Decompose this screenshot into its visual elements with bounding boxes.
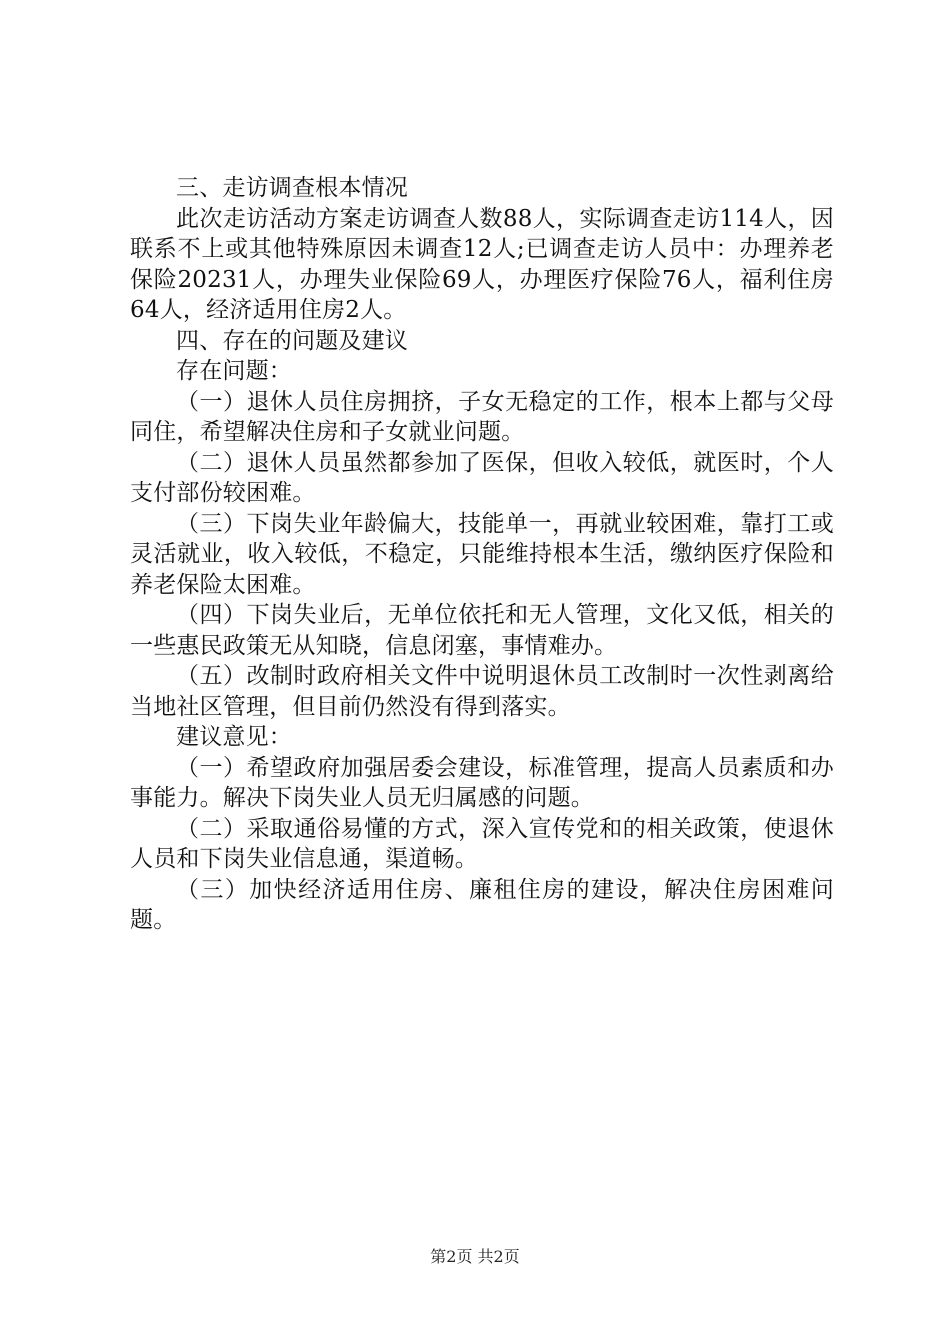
problem-item-3: （三）下岗失业年龄偏大，技能单一，再就业较困难，靠打工或灵活就业，收入较低，不稳定，只能维持根本生活，缴纳医疗保险和养老保险太困难。 xyxy=(130,510,834,598)
suggestion-item-1: （一）希望政府加强居委会建设，标准管理，提高人员素质和办事能力。解决下岗失业人员无归属感的问题。 xyxy=(130,754,834,811)
problem-item-5: （五）改制时政府相关文件中说明退休员工改制时一次性剥离给当地社区管理，但目前仍然没有得到落实。 xyxy=(130,663,834,720)
suggestions-heading: 建议意见： xyxy=(176,724,292,750)
section-heading-4: 四、存在的问题及建议 xyxy=(176,327,408,354)
page-number-footer: 第2页 共2页 xyxy=(430,1247,520,1266)
problem-item-2: （二）退休人员虽然都参加了医保，但收入较低，就医时，个人支付部份较困难。 xyxy=(130,449,834,506)
problem-item-4: （四）下岗失业后，无单位依托和无人管理，文化又低，相关的一些惠民政策无从知晓，信息闭塞，事情难办。 xyxy=(130,602,834,659)
survey-summary-paragraph: 此次走访活动方案走访调查人数88人，实际调查走访114人，因联系不上或其他特殊原因未调查12人;已调查走访人员中：办理养老保险20231人，办理失业保险69人，办理医疗保险76人，福利住房64人，经济适用住房2人。 xyxy=(130,205,834,323)
problem-item-1: （一）退休人员住房拥挤，子女无稳定的工作，根本上都与父母同住，希望解决住房和子女就业问题。 xyxy=(130,388,834,445)
suggestion-item-2: （二）采取通俗易懂的方式，深入宣传党和的相关政策，使退休人员和下岗失业信息通，渠道畅。 xyxy=(130,815,834,872)
suggestion-item-3: （三）加快经济适用住房、廉租住房的建设，解决住房困难问题。 xyxy=(130,876,834,933)
problems-heading: 存在问题： xyxy=(176,358,292,384)
document-body xyxy=(130,173,834,936)
section-heading-3: 三、走访调查根本情况 xyxy=(176,175,408,201)
